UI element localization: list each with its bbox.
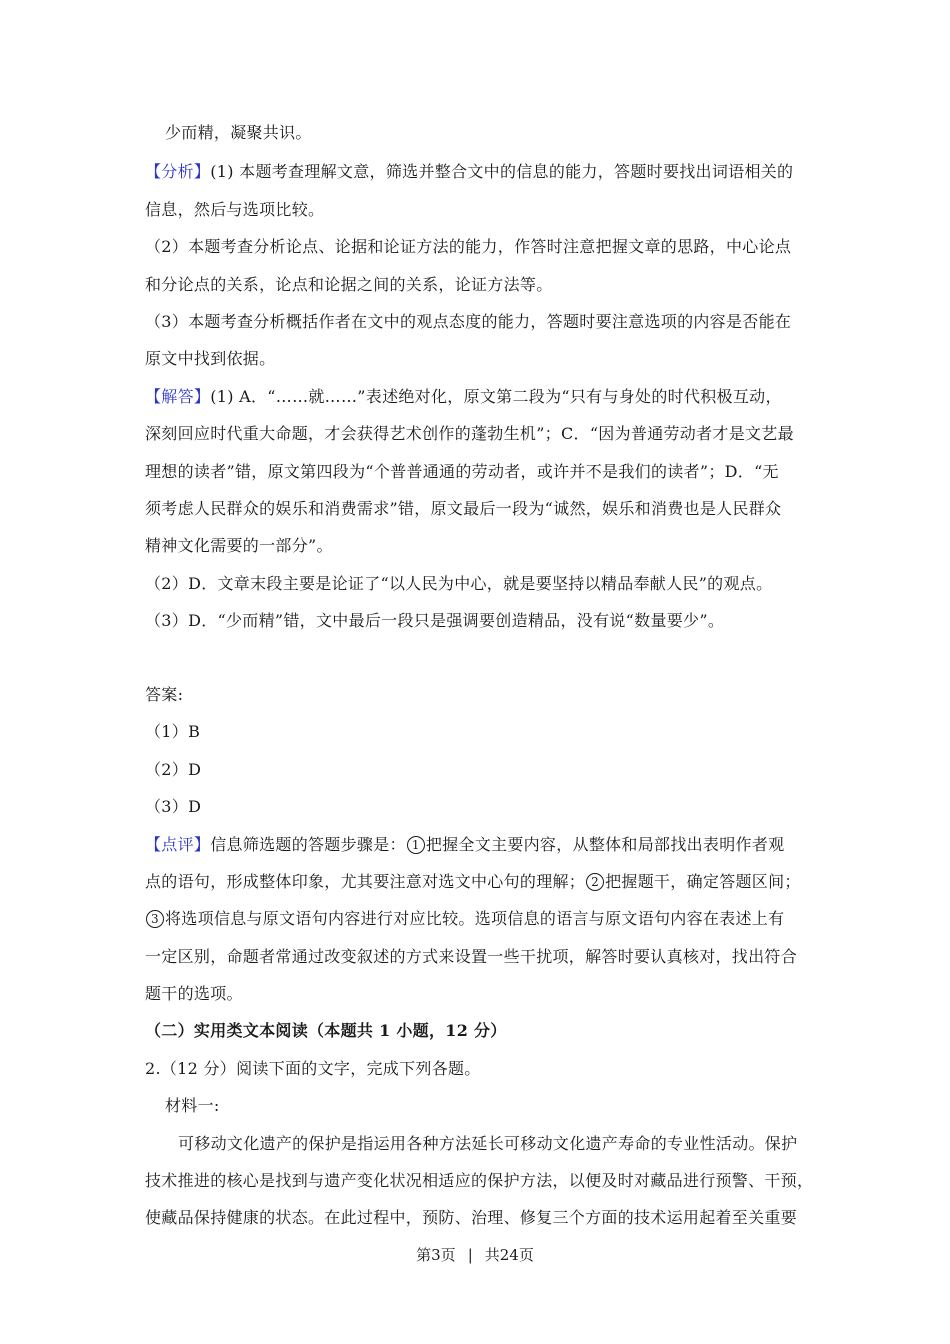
comment-line	[145, 872, 810, 892]
comment-text: 点的语句，形成整体印象，尤其要注意对选文中心句的理解；	[145, 872, 586, 891]
answer-item: （3）D	[145, 797, 202, 816]
comment-text: 信息筛选题的答题步骤是：	[210, 835, 406, 854]
solution-line: （3）D．“少而精”错，文中最后一段只是强调要创造精品，没有说“数量要少”。	[145, 611, 725, 630]
solution-line	[145, 387, 810, 407]
answer-item: （1）B	[145, 722, 201, 741]
solution-tag: 【解答】	[145, 387, 211, 406]
section-heading: （二）实用类文本阅读（本题共 1 小题，12 分）	[145, 1021, 507, 1040]
answer-label: 答案:	[145, 685, 184, 704]
analysis-line: （2）本题考查分析论点、论据和论证方法的能力，作答时注意把握文章的思路，中心论点	[145, 237, 792, 256]
material-label: 材料一:	[165, 1096, 220, 1115]
solution-line: 须考虑人民群众的娱乐和消费需求”错，原文最后一段为“诚然，娱乐和消费也是人民群众	[145, 499, 782, 518]
answer-item: （2）D	[145, 760, 202, 779]
circled-number: 3	[146, 910, 164, 928]
footer-separator: |	[467, 1246, 473, 1264]
material-line: 技术推进的核心是找到与遗产变化状况相适应的保护方法，以便及时对藏品进行预警、干预，	[145, 1171, 814, 1190]
paragraph-line: 少而精，凝聚共识。	[165, 123, 312, 142]
page-total: 共24页	[484, 1246, 534, 1264]
material-line: 使藏品保持健康的状态。在此过程中，预防、治理、修复三个方面的技术运用起着至关重要	[145, 1208, 798, 1227]
analysis-tag: 【分析】	[145, 162, 211, 181]
material-line: 可移动文化遗产的保护是指运用各种方法延长可移动文化遗产寿命的专业性活动。保护	[178, 1134, 798, 1153]
solution-line: 深刻回应时代重大命题，才会获得艺术创作的蓬勃生机”；C．“因为普通劳动者才是文艺最	[145, 424, 794, 443]
comment-text: 将选项信息与原文语句内容进行对应比较。选项信息的语言与原文语句内容在表述上有	[165, 909, 785, 928]
question-title: 2.（12 分）阅读下面的文字，完成下列各题。	[145, 1059, 481, 1078]
comment-tag: 【点评】	[145, 835, 211, 854]
comment-line: 一定区别，命题者常通过改变叙述的方式来设置一些干扰项，解答时要认真核对，找出符合	[145, 947, 798, 966]
comment-line	[145, 835, 810, 855]
analysis-line	[145, 162, 810, 182]
solution-text: (1) A．“……就……”表述绝对化，原文第二段为“只有与身处的时代积极互动，	[210, 387, 782, 406]
comment-text: 把握题干，确定答题区间；	[605, 872, 801, 891]
solution-line: 精神文化需要的一部分”。	[145, 536, 333, 555]
circled-number: 2	[586, 873, 604, 891]
analysis-line: 信息，然后与选项比较。	[145, 200, 325, 219]
solution-line: （2）D．文章末段主要是论证了“以人民为中心，就是要坚持以精品奉献人民”的观点。	[145, 574, 773, 593]
comment-text: 把握全文主要内容，从整体和局部找出表明作者观	[425, 835, 785, 854]
analysis-line: （3）本题考查分析概括作者在文中的观点态度的能力，答题时要注意选项的内容是否能在	[145, 312, 792, 331]
analysis-line: 和分论点的关系，论点和论据之间的关系，论证方法等。	[145, 275, 553, 294]
page-number: 第3页	[416, 1246, 456, 1264]
comment-line	[145, 909, 810, 929]
comment-line: 题干的选项。	[145, 984, 243, 1003]
analysis-text: (1) 本题考查理解文意，筛选并整合文中的信息的能力，答题时要找出词语相关的	[210, 162, 794, 181]
analysis-line: 原文中找到依据。	[145, 349, 276, 368]
solution-line: 理想的读者”错，原文第四段为“个普普通通的劳动者，或许并不是我们的读者”；D．“无	[145, 462, 779, 481]
circled-number: 1	[407, 836, 425, 854]
page-footer	[0, 1245, 950, 1265]
